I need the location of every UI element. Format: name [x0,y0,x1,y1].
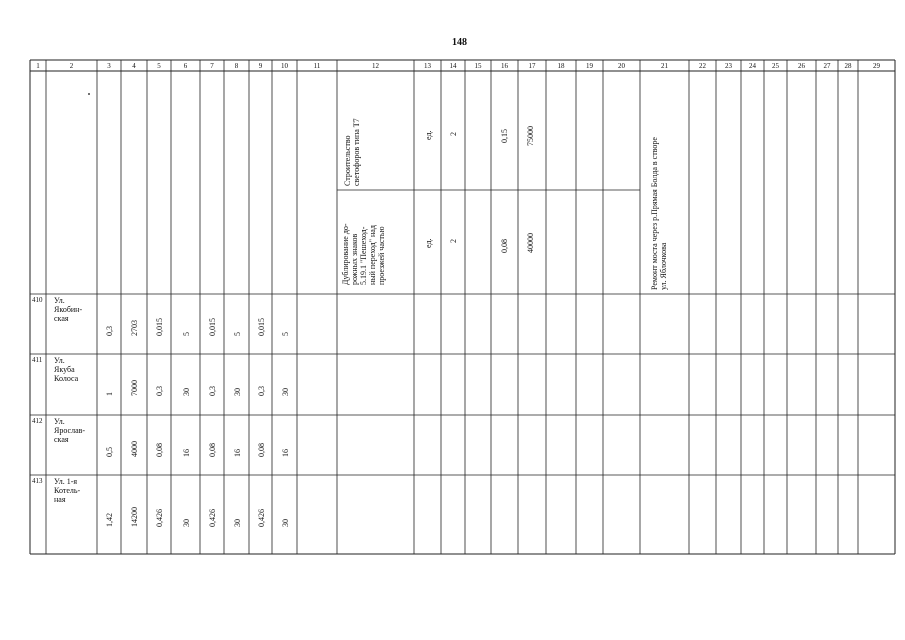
row-value: 0,3 [155,386,164,396]
row-value: 0,3 [208,386,217,396]
row-value: 30 [280,388,290,396]
row-value: 2703 [130,320,139,336]
row-value: 16 [232,449,242,457]
row-value: 1 [105,392,114,396]
column-header: 28 [844,62,852,70]
column-header: 23 [725,62,732,70]
col12-top-text: Строительство светофоров типа Т7 [343,118,361,186]
column-header: 8 [234,62,239,70]
row-number: 410 [32,296,43,304]
row-value: 7000 [130,380,139,396]
pen-mark [88,93,90,95]
col14-top-value: 2 [449,132,458,136]
row-value: 0,015 [208,318,217,336]
col13-top-unit: ед. [424,130,433,140]
row-number: 413 [32,477,43,485]
column-header: 3 [107,62,111,70]
street-name: Ул. Якобин- ская [54,296,83,323]
column-header: 4 [132,62,136,70]
street-name: Ул. 1-я Котель- ная [54,477,81,504]
col16-bottom-value: 0,08 [500,239,509,253]
column-header: 13 [424,62,431,70]
column-header: 9 [258,62,263,70]
col17-top-value: 75000 [526,126,535,146]
col12-bottom-text: Дублирование до- рожных знаков 5.19.1 "Пешеход- ный переход" над проезжей частью [341,223,386,285]
row-value: 30 [232,388,242,396]
row-value: 1,42 [105,513,114,527]
column-header: 20 [618,62,625,70]
page-number: 148 [452,37,467,48]
row-value: 5 [232,332,242,336]
street-name: Ул. Якуба Колоса [54,356,79,383]
row-value: 5 [280,332,290,336]
col21-text: Ремонт моста через р.Прямая Болда в створе ул. Яблочкова [650,137,668,290]
column-header: 14 [449,62,457,70]
row-value: 0,426 [208,509,217,527]
row-value: 30 [280,519,290,527]
row-value: 30 [181,519,191,527]
row-value: 4000 [130,441,139,457]
column-header: 15 [474,62,482,70]
col13-bottom-unit: ед. [424,238,433,248]
row-value: 16 [280,449,290,457]
column-header: 25 [772,62,779,70]
column-header: 7 [210,62,214,70]
row-value: 0,08 [155,443,164,457]
column-header: 29 [873,62,880,70]
row-value: 0,426 [155,509,164,527]
row-value: 0,08 [208,443,217,457]
row-value: 0,3 [256,386,266,396]
row-number: 411 [32,356,43,364]
column-header: 6 [183,62,188,70]
street-name: Ул. Ярослав- ская [54,417,86,444]
column-header: 26 [798,62,805,70]
row-value: 5 [181,332,191,336]
col14-bottom-value: 2 [449,239,458,243]
row-value: 0,5 [105,447,114,457]
column-header: 18 [557,62,565,70]
column-header: 5 [157,62,161,70]
column-header: 1 [36,62,40,70]
column-header: 24 [749,62,756,70]
column-header: 19 [586,62,593,70]
column-header: 11 [313,62,321,70]
column-header: 22 [699,62,706,70]
column-header: 12 [372,62,379,70]
row-value: 16 [181,449,191,457]
row-value: 0,08 [256,443,266,457]
row-value: 0,426 [256,509,266,527]
row-value: 30 [181,388,191,396]
row-value: 0,015 [155,318,164,336]
col17-bottom-value: 40000 [526,233,535,253]
column-header: 10 [281,62,288,70]
col16-top-value: 0,15 [500,129,509,143]
row-value: 14200 [130,507,139,527]
row-value: 0,015 [256,318,266,336]
row-value: 30 [232,519,242,527]
row-number: 412 [32,417,43,425]
column-header: 16 [501,62,508,70]
column-header: 2 [69,62,74,70]
column-header: 17 [528,62,536,70]
column-header: 21 [661,62,668,70]
row-value: 0,3 [105,326,114,336]
column-header: 27 [823,62,831,70]
